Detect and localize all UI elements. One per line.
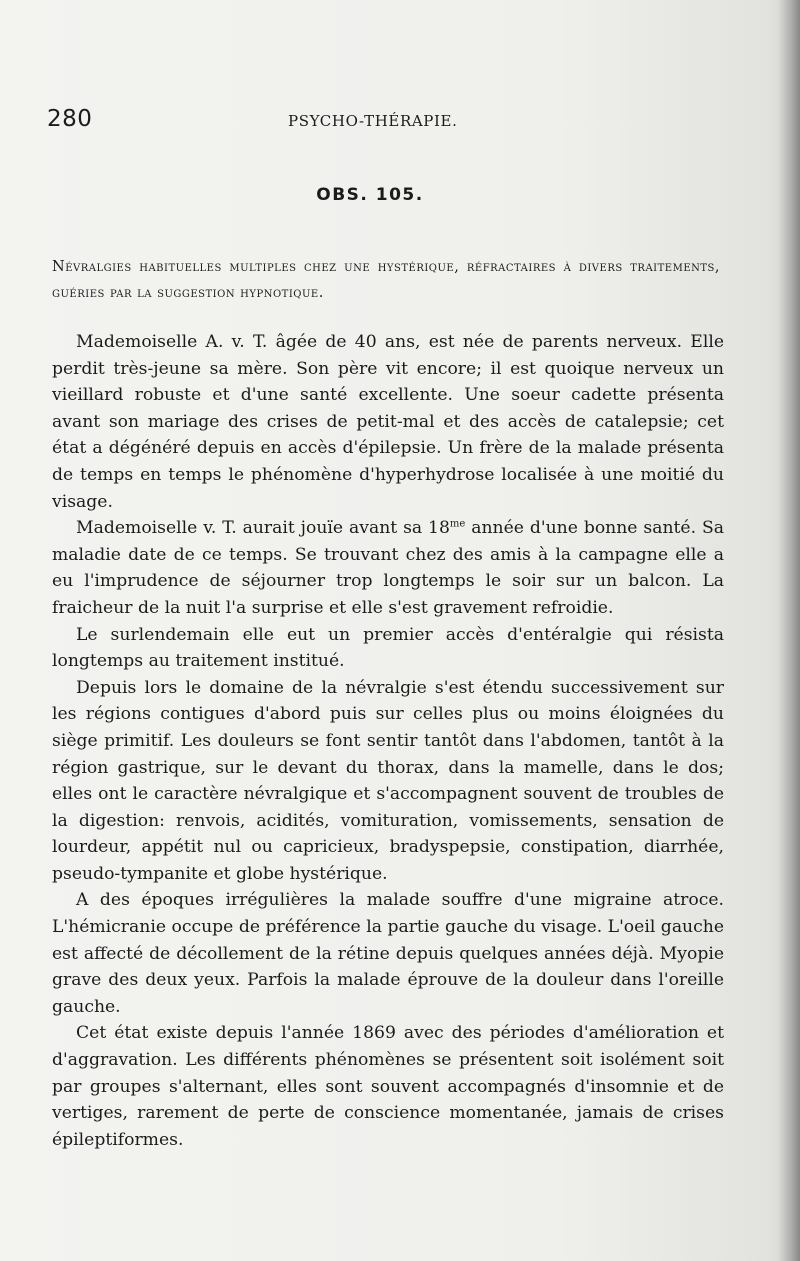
body-text: [52, 329, 724, 1153]
paragraph-5: A des époques irrégulières la malade souffre d'une migraine atroce. L'hémicranie occupe de préférence la partie gauche du visage. L'oeil gauche est affecté de décollement de la rétine depuis quelques années déjà. Myopie grave des deux yeux. Parfois la malade éprouve de la douleur dans l'oreille gauche.: [52, 890, 724, 1017]
paragraph-1: Mademoiselle A. v. T. âgée de 40 ans, est née de parents nerveux. Elle perdit très-jeune sa mère. Son père vit encore; il est quoique nerveux un vieillard robuste et d'une santé excellente. Une soeur cadette présenta avant son mariage des crises de petit-mal et des accès de catalepsie; cet état a dégénéré depuis en accès d'épilepsie. Un frère de la malade présenta de temps en temps le phénomène d'hyperhydrose localisée à une moitié du visage.: [52, 332, 724, 512]
running-head: [47, 104, 727, 138]
paragraph-2-end: année d'une bonne santé. Sa maladie date de ce temps. Se trouvant chez des amis à la campagne elle a eu l'imprudence de séjourner trop longtemps le soir sur un balcon. La fraicheur de la nuit l'a surprise et elle s'est gravement refroidie.: [52, 518, 724, 618]
paragraph-4: Depuis lors le domaine de la névralgie s'est étendu successivement sur les régions contigues d'abord puis sur celles plus ou moins éloignées du siège primitif. Les douleurs se font sentir tantôt dans l'abdomen, tantôt à la région gastrique, sur le devant du thorax, dans la mamelle, dans le dos; elles ont le caractère névralgique et s'accompagnent souvent de troubles de la digestion: renvois, acidités, vomituration, vomissements, sensation de lourdeur, appétit nul ou capricieux, bradyspepsie, constipation, diarrhée, pseudo-tympanite et globe hystérique.: [52, 677, 724, 884]
paragraph-3: Le surlendemain elle eut un premier accès d'entéralgie qui résista longtemps au traitement institué.: [52, 624, 724, 672]
spine-shadow: [778, 0, 800, 1261]
paragraph-6: Cet état existe depuis l'année 1869 avec des périodes d'amélioration et d'aggravation. Les différents phénomènes se présentent soit isolément soit par groupes s'alternant, elles sont souvent accompagnés d'insomnie et de vertiges, rarement de perte de conscience momentanée, jamais de crises épileptiformes.: [52, 1023, 724, 1150]
ordinal-superscript: me: [449, 518, 466, 530]
paragraph-2-start: Mademoiselle v. T. aurait jouïe avant sa 18: [76, 518, 450, 539]
observation-heading: OBS. 105.: [316, 185, 424, 205]
page-number: 280: [47, 106, 93, 132]
paragraph-2: [52, 515, 724, 621]
observation-subtitle: Névralgies habituelles multiples chez une hystérique, réfractaires à divers traitements, guéries par la suggestion hypnotique.: [52, 259, 720, 301]
running-title: PSYCHO-THÉRAPIE.: [288, 112, 458, 130]
